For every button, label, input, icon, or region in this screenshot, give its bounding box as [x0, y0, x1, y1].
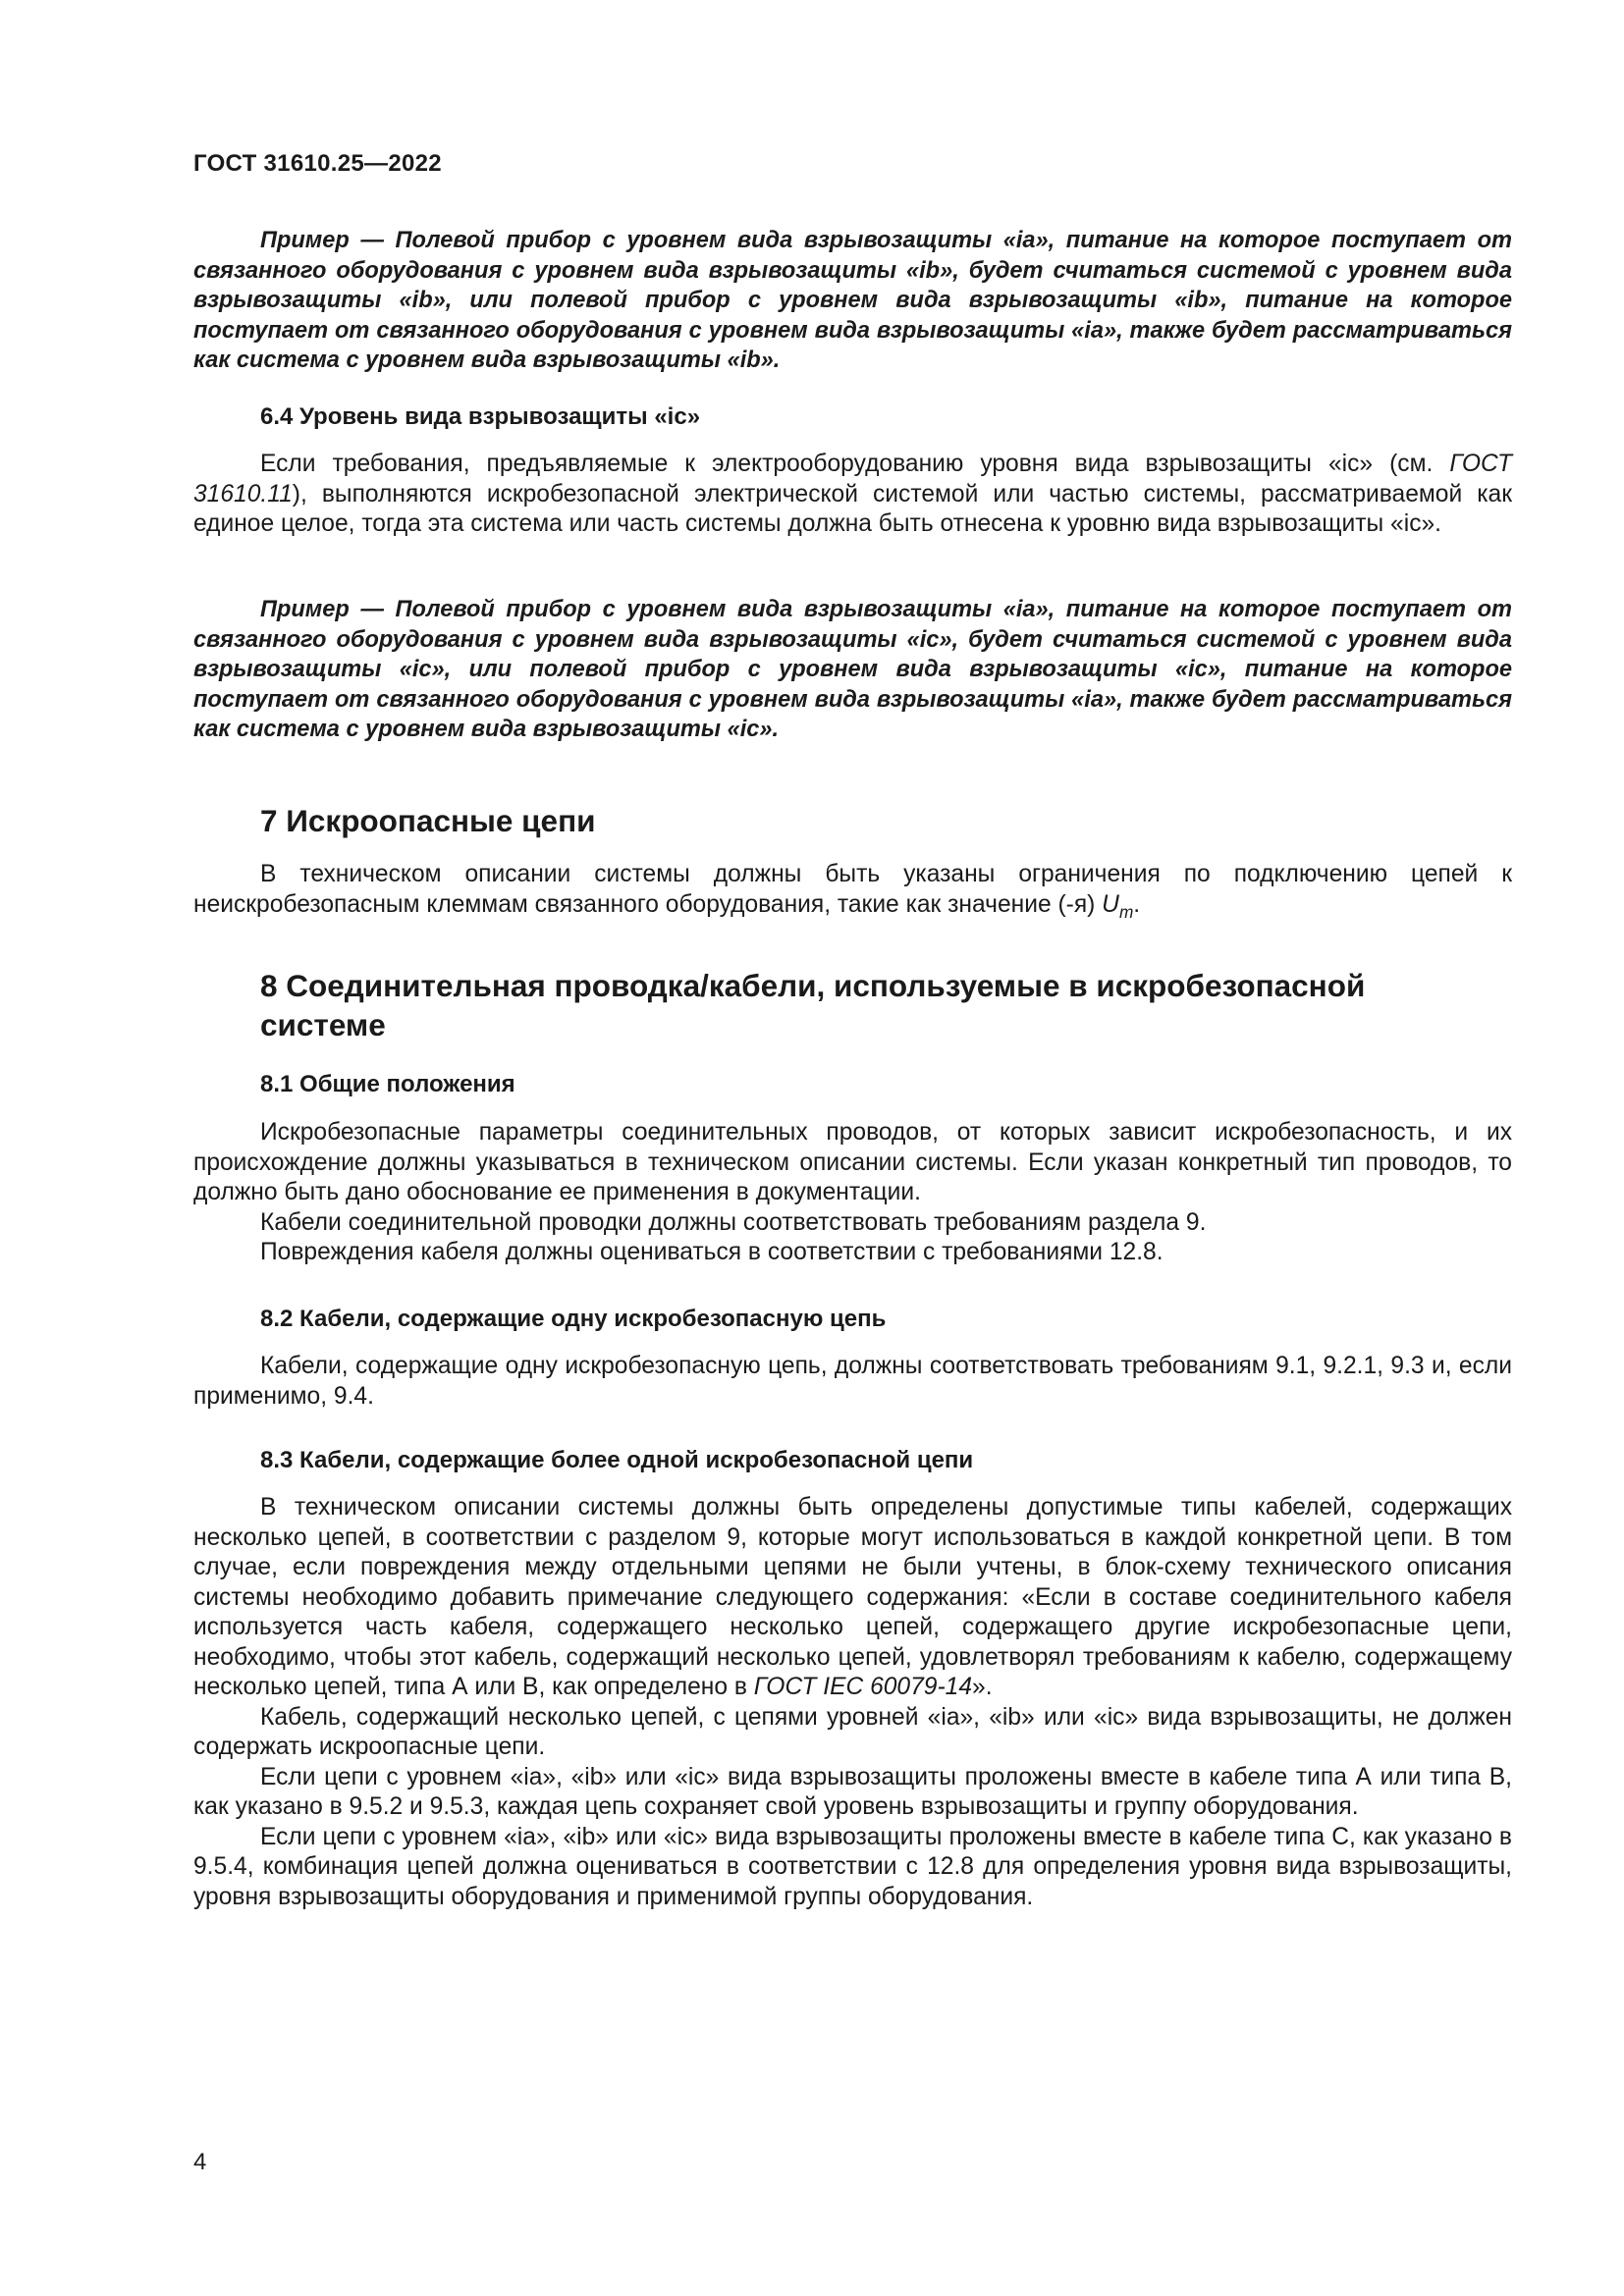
- section-6-4: [193, 402, 1512, 432]
- section-8: [193, 966, 1512, 1044]
- document-header: ГОСТ 31610.25—2022: [193, 150, 442, 177]
- section-8-1-heading: 8.1 Общие положения: [260, 1071, 515, 1097]
- section-8-3-paragraph-3: Если цепи с уровнем «ia», «ib» или «ic» вида взрывозащиты проложены вместе в кабеле типа А или типа В, как указано в 9.5.2 и 9.5.3, каждая цепь сохраняет свой уровень взрывозащиты и группу оборудования.: [193, 1763, 1512, 1820]
- section-8-1: [193, 1070, 1512, 1099]
- section-8-2-body: [193, 1352, 1512, 1412]
- text-run: В техническом описании системы должны быть указаны ограничения по подключению цепей к неискробезопасным клеммам связанного оборудования, такие как значение (-я): [193, 861, 1512, 918]
- text-run: ), выполняются искробезопасной электрической системой или частью системы, рассматриваемой как единое целое, тогда эта система или часть системы должна быть отнесена к уровню вида взрывозащиты «ic».: [193, 480, 1512, 537]
- section-8-3: [193, 1446, 1512, 1475]
- symbol-u: U: [1102, 890, 1119, 918]
- example-ib-block: [193, 226, 1512, 376]
- reference-gost-iec-60079-14: ГОСТ IEC 60079-14: [753, 1674, 973, 1700]
- page-number: 4: [193, 2149, 207, 2175]
- section-8-1-paragraph-3: Повреждения кабеля должны оцениваться в соответствии с требованиями 12.8.: [260, 1239, 1164, 1265]
- section-7: [193, 801, 1512, 840]
- text-run: В техническом описании системы должны быть определены допустимые типы кабелей, содержащих несколько цепей, в соответствии с разделом 9, которые могут использоваться в каждой конкретной цепи. В том случае, если повреждения между отдельными цепями не были учтены, в блок-схему технического описания системы необходимо добавить примечание следующего содержания: «Если в составе соединительного кабеля используется часть кабеля, содержащего несколько цепей, содержащего другие искробезопасные цепи, необходимо, чтобы этот кабель, содержащий несколько цепей, удовлетворял требованиям к кабелю, содержащему несколько цепей, типа А или В, как определено в: [193, 1494, 1512, 1700]
- reference-gost-31610-11: ГОСТ 31610.11: [193, 451, 1512, 507]
- section-8-3-paragraph-1: [193, 1493, 1512, 1703]
- section-7-paragraph: [193, 860, 1512, 927]
- section-8-1-paragraph-1: Искробезопасные параметры соединительных проводов, от которых зависит искробезопасность, и их происхождение должны указываться в техническом описании системы. Если указан конкретный тип проводов, то должно быть дано обоснование ее применения в документации.: [193, 1119, 1512, 1205]
- section-7-paragraph-block: [193, 860, 1512, 927]
- section-7-heading: 7 Искроопасные цепи: [260, 803, 596, 838]
- section-6-4-heading: 6.4 Уровень вида взрывозащиты «ic»: [260, 403, 701, 430]
- section-6-4-example: Пример — Полевой прибор с уровнем вида взрывозащиты «ia», питание на которое поступает от связанного оборудования с уровнем вида взрывозащиты «ic», будет считаться системой с уровнем вида взрывозащиты «ic», или полевой прибор с уровнем вида взрывозащиты «ic», питание на которое поступает от связанного оборудования с уровнем вида взрывозащиты «ia», также будет рассматриваться как система с уровнем вида взрывозащиты «ic».: [193, 597, 1512, 742]
- text-run: Если требования, предъявляемые к электрооборудованию уровня вида взрывозащиты «ic» (см.: [260, 451, 1450, 477]
- symbol-u-subscript: m: [1118, 901, 1134, 922]
- section-8-2: [193, 1305, 1512, 1334]
- text-run: ».: [972, 1674, 993, 1700]
- section-6-4-paragraph-block: [193, 450, 1512, 540]
- section-8-1-body: [193, 1118, 1512, 1268]
- section-8-2-heading: 8.2 Кабели, содержащие одну искробезопасную цепь: [260, 1306, 887, 1332]
- section-6-4-paragraph: [193, 450, 1512, 540]
- section-8-3-body: [193, 1493, 1512, 1912]
- section-8-3-paragraph-2: Кабель, содержащий несколько цепей, с цепями уровней «ia», «ib» или «ic» вида взрывозащиты, не должен содержать искроопасные цепи.: [193, 1703, 1512, 1760]
- section-8-3-paragraph-4: Если цепи с уровнем «ia», «ib» или «ic» вида взрывозащиты проложены вместе в кабеле типа С, как указано в 9.5.4, комбинация цепей должна оцениваться в соответствии с 12.8 для определения уровня вида взрывозащиты, уровня взрывозащиты оборудования и применимой группы оборудования.: [193, 1823, 1512, 1910]
- text-run: .: [1133, 890, 1141, 918]
- section-8-2-paragraph-1: Кабели, содержащие одну искробезопасную цепь, должны соответствовать требованиям 9.1, 9.2.1, 9.3 и, если применимо, 9.4.: [193, 1353, 1512, 1410]
- section-8-1-paragraph-2: Кабели соединительной проводки должны соответствовать требованиям раздела 9.: [260, 1208, 1207, 1236]
- example-ib-text: Пример — Полевой прибор с уровнем вида взрывозащиты «ia», питание на которое поступает от связанного оборудования с уровнем вида взрывозащиты «ib», будет считаться системой с уровнем вида взрывозащиты «ib», или полевой прибор с уровнем вида взрывозащиты «ib», питание на которое поступает от связанного оборудования с уровнем вида взрывозащиты «ia», также будет рассматриваться как система с уровнем вида взрывозащиты «ib».: [193, 228, 1512, 373]
- section-6-4-example-block: [193, 595, 1512, 745]
- section-8-3-heading: 8.3 Кабели, содержащие более одной искробезопасной цепи: [260, 1447, 974, 1473]
- section-8-heading-line2: системе: [260, 1007, 386, 1042]
- section-8-heading-line1: 8 Соединительная проводка/кабели, используемые в искробезопасной: [260, 968, 1366, 1003]
